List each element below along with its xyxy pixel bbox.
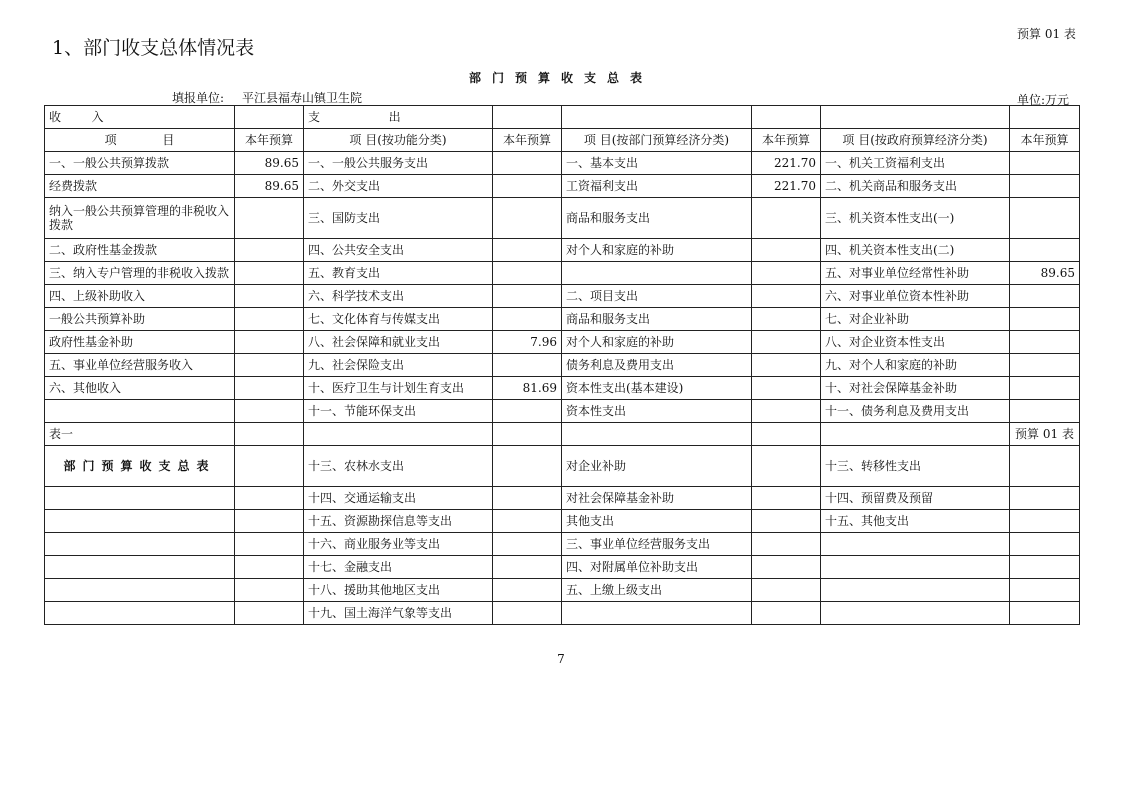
item-cell [45,556,235,579]
item-cell: 纳入一般公共预算管理的非税收入拨款 [45,198,235,239]
item-cell: 十、对社会保障基金补助 [821,377,1010,400]
budget-amount-cell [235,602,304,625]
budget-amount-cell [752,400,821,423]
item-cell: 四、对附属单位补助支出 [562,556,752,579]
budget-amount-cell [493,198,562,239]
budget-amount-cell [752,377,821,400]
budget-amount-cell: 预算 01 表 [1010,423,1080,446]
fill-unit-label: 填报单位: [172,91,225,105]
col-header-gov-econ: 项 目(按政府预算经济分类) [821,129,1010,152]
budget-amount-cell [493,152,562,175]
table-row [45,354,1080,377]
table-row [45,602,1080,625]
budget-amount-cell [1010,579,1080,602]
item-cell: 四、上级补助收入 [45,285,235,308]
col-header-dept-econ: 项 目(按部门预算经济分类) [562,129,752,152]
budget-amount-cell [493,602,562,625]
table-row [45,423,1080,446]
item-cell: 政府性基金补助 [45,331,235,354]
empty-cell [562,106,752,129]
item-cell: 八、社会保障和就业支出 [304,331,493,354]
item-cell [45,400,235,423]
item-cell: 二、政府性基金拨款 [45,239,235,262]
budget-amount-cell [235,446,304,487]
item-cell: 五、事业单位经营服务收入 [45,354,235,377]
budget-amount-cell [235,377,304,400]
budget-amount-cell [235,400,304,423]
budget-amount-cell [235,198,304,239]
col-header-item: 项 目 [45,129,235,152]
budget-amount-cell [752,556,821,579]
budget-amount-cell [235,579,304,602]
empty-cell [235,106,304,129]
item-cell: 三、纳入专户管理的非税收入拨款 [45,262,235,285]
budget-amount-cell [752,262,821,285]
budget-amount-cell [235,354,304,377]
item-cell: 二、项目支出 [562,285,752,308]
budget-amount-cell [1010,556,1080,579]
budget-amount-cell [1010,285,1080,308]
table-row [45,285,1080,308]
empty-cell [752,106,821,129]
item-cell: 资本性支出 [562,400,752,423]
budget-amount-cell [1010,446,1080,487]
col-header-budget: 本年预算 [1010,129,1080,152]
item-cell [45,487,235,510]
item-cell: 三、事业单位经营服务支出 [562,533,752,556]
budget-amount-cell [752,308,821,331]
item-cell: 三、机关资本性支出(一) [821,198,1010,239]
item-cell: 十三、农林水支出 [304,446,493,487]
item-cell: 债务利息及费用支出 [562,354,752,377]
table-row [45,198,1080,239]
budget-amount-cell [493,556,562,579]
col-header-budget: 本年预算 [235,129,304,152]
budget-amount-cell [1010,239,1080,262]
item-cell [821,556,1010,579]
budget-amount-cell [752,198,821,239]
item-cell: 五、教育支出 [304,262,493,285]
item-cell: 六、其他收入 [45,377,235,400]
budget-amount-cell [752,510,821,533]
form-code: 预算 01 表 [1017,27,1076,41]
budget-amount-cell [493,239,562,262]
budget-amount-cell [1010,152,1080,175]
page-number: 7 [557,652,565,666]
budget-amount-cell [1010,400,1080,423]
item-cell: 对个人和家庭的补助 [562,239,752,262]
item-cell: 十一、债务利息及费用支出 [821,400,1010,423]
budget-amount-cell: 89.65 [235,175,304,198]
item-cell: 三、国防支出 [304,198,493,239]
item-cell: 二、机关商品和服务支出 [821,175,1010,198]
budget-amount-cell [752,533,821,556]
table-row [45,446,1080,487]
item-cell: 十五、其他支出 [821,510,1010,533]
item-cell: 对社会保障基金补助 [562,487,752,510]
item-cell: 一般公共预算补助 [45,308,235,331]
budget-amount-cell [752,423,821,446]
item-cell: 五、上缴上级支出 [562,579,752,602]
budget-amount-cell [752,579,821,602]
item-cell: 经费拨款 [45,175,235,198]
budget-amount-cell [493,423,562,446]
empty-cell [1010,106,1080,129]
empty-cell [493,106,562,129]
budget-amount-cell: 89.65 [235,152,304,175]
table-row [45,239,1080,262]
budget-amount-cell [1010,602,1080,625]
table-row [45,152,1080,175]
budget-amount-cell [235,487,304,510]
table-row [45,175,1080,198]
group-expense-header: 支 出 [304,106,493,129]
item-cell [562,262,752,285]
budget-amount-cell [493,510,562,533]
item-cell: 工资福利支出 [562,175,752,198]
budget-amount-cell [752,285,821,308]
budget-amount-cell [235,533,304,556]
item-cell: 十五、资源勘探信息等支出 [304,510,493,533]
budget-amount-cell [1010,354,1080,377]
table-row [45,400,1080,423]
col-header-budget: 本年预算 [752,129,821,152]
budget-amount-cell [1010,198,1080,239]
budget-amount-cell [1010,533,1080,556]
budget-amount-cell [752,602,821,625]
budget-amount-cell [493,533,562,556]
col-header-func: 项 目(按功能分类) [304,129,493,152]
budget-amount-cell: 221.70 [752,175,821,198]
item-cell: 七、文化体育与传媒支出 [304,308,493,331]
table-row [45,377,1080,400]
item-cell: 十四、交通运输支出 [304,487,493,510]
budget-table [44,105,1080,625]
item-cell: 十七、金融支出 [304,556,493,579]
budget-amount-cell [235,262,304,285]
budget-amount-cell: 89.65 [1010,262,1080,285]
table-row [45,579,1080,602]
item-cell: 九、对个人和家庭的补助 [821,354,1010,377]
item-cell: 五、对事业单位经常性补助 [821,262,1010,285]
item-cell [45,510,235,533]
budget-amount-cell [1010,331,1080,354]
budget-amount-cell [493,446,562,487]
item-cell: 商品和服务支出 [562,308,752,331]
table-row [45,308,1080,331]
item-cell: 十三、转移性支出 [821,446,1010,487]
item-cell: 十一、节能环保支出 [304,400,493,423]
budget-amount-cell [752,354,821,377]
item-cell: 一、基本支出 [562,152,752,175]
budget-amount-cell [235,423,304,446]
budget-amount-cell [493,354,562,377]
item-cell [45,579,235,602]
budget-amount-cell [1010,377,1080,400]
item-cell: 八、对企业资本性支出 [821,331,1010,354]
table-row [45,533,1080,556]
item-cell [45,533,235,556]
item-cell: 部门预算收支总表 [45,446,235,487]
item-cell: 十九、国土海洋气象等支出 [304,602,493,625]
item-cell: 对企业补助 [562,446,752,487]
budget-amount-cell [1010,308,1080,331]
item-cell [562,602,752,625]
item-cell: 七、对企业补助 [821,308,1010,331]
item-cell: 商品和服务支出 [562,198,752,239]
item-cell [45,602,235,625]
item-cell: 六、科学技术支出 [304,285,493,308]
table-group-header-row [45,106,1080,129]
budget-amount-cell [235,510,304,533]
item-cell [304,423,493,446]
amount-unit: 单位:万元 [1017,93,1070,107]
budget-amount-cell [493,579,562,602]
budget-amount-cell: 81.69 [493,377,562,400]
item-cell [562,423,752,446]
item-cell: 资本性支出(基本建设) [562,377,752,400]
budget-amount-cell [493,175,562,198]
item-cell: 十六、商业服务业等支出 [304,533,493,556]
budget-amount-cell [1010,487,1080,510]
item-cell: 六、对事业单位资本性补助 [821,285,1010,308]
item-cell: 对个人和家庭的补助 [562,331,752,354]
item-cell: 四、机关资本性支出(二) [821,239,1010,262]
item-cell: 一、一般公共服务支出 [304,152,493,175]
budget-amount-cell [752,331,821,354]
item-cell [821,533,1010,556]
table-column-header-row [45,129,1080,152]
item-cell: 十、医疗卫生与计划生育支出 [304,377,493,400]
col-header-budget: 本年预算 [493,129,562,152]
group-income-header: 收 入 [45,106,235,129]
budget-amount-cell [493,487,562,510]
item-cell [821,602,1010,625]
budget-amount-cell [235,331,304,354]
item-cell: 二、外交支出 [304,175,493,198]
table-row [45,510,1080,533]
budget-amount-cell: 7.96 [493,331,562,354]
budget-amount-cell [493,400,562,423]
item-cell [821,423,1010,446]
budget-amount-cell [752,239,821,262]
item-cell: 九、社会保险支出 [304,354,493,377]
budget-amount-cell [752,446,821,487]
table-row [45,331,1080,354]
budget-amount-cell [235,285,304,308]
table-row [45,487,1080,510]
budget-amount-cell [235,556,304,579]
table-row [45,556,1080,579]
fill-unit-value: 平江县福寿山镇卫生院 [242,91,363,105]
budget-amount-cell [1010,175,1080,198]
budget-amount-cell [235,239,304,262]
item-cell: 表一 [45,423,235,446]
budget-amount-cell [493,308,562,331]
budget-amount-cell [1010,510,1080,533]
item-cell: 十四、预留费及预留 [821,487,1010,510]
budget-amount-cell [235,308,304,331]
item-cell: 十八、援助其他地区支出 [304,579,493,602]
table-title: 部门预算收支总表 [468,71,653,85]
item-cell [821,579,1010,602]
budget-amount-cell [493,262,562,285]
page-title: 1、部门收支总体情况表 [52,37,255,59]
budget-amount-cell [493,285,562,308]
table-row [45,262,1080,285]
item-cell: 一、一般公共预算拨款 [45,152,235,175]
item-cell: 四、公共安全支出 [304,239,493,262]
item-cell: 一、机关工资福利支出 [821,152,1010,175]
budget-amount-cell: 221.70 [752,152,821,175]
empty-cell [821,106,1010,129]
item-cell: 其他支出 [562,510,752,533]
budget-amount-cell [752,487,821,510]
